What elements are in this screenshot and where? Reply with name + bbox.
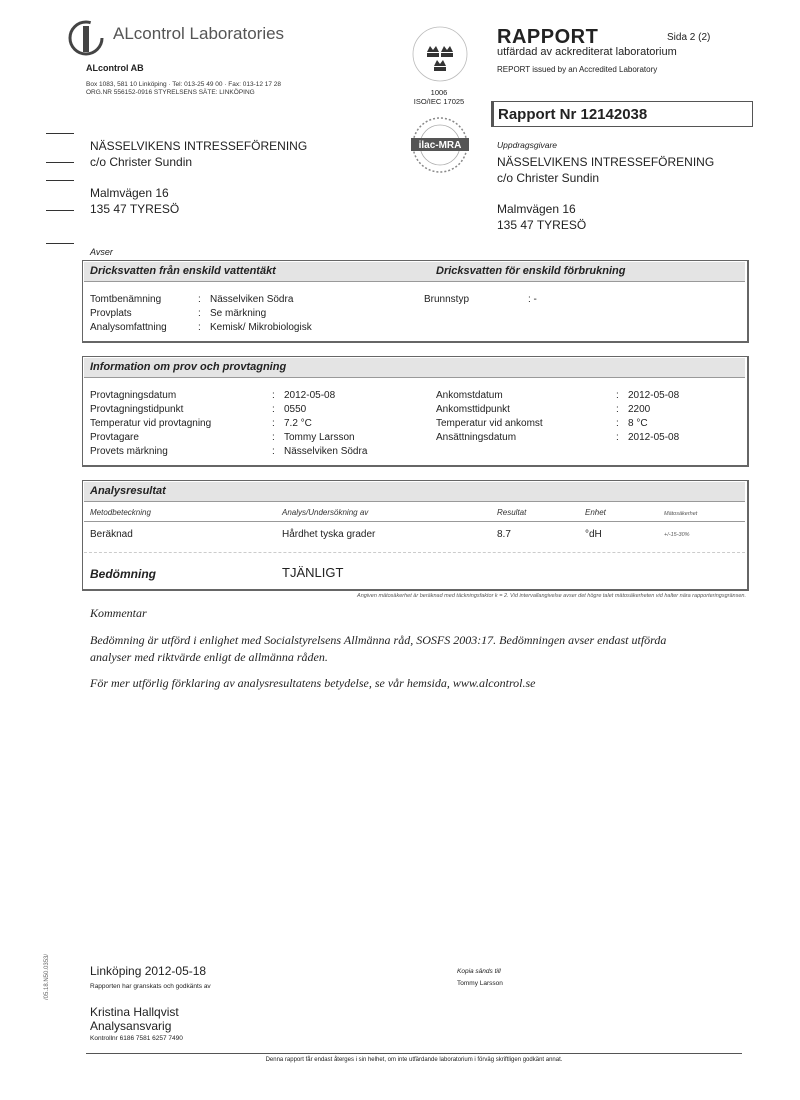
avser-row-label: Analysomfattning	[90, 322, 167, 333]
fold-mark	[46, 243, 74, 244]
col-uncertainty-header: Mätosäkerhet	[664, 511, 698, 517]
fold-mark	[46, 210, 74, 211]
recipient-street: Malmvägen 16	[90, 186, 169, 200]
sample-row-colon: :	[616, 432, 619, 443]
col-analysis-header: Analys/Undersökning av	[282, 508, 369, 517]
sample-row-colon: :	[272, 432, 275, 443]
signer	[90, 1005, 179, 1033]
swedac-seal-icon	[405, 22, 475, 88]
fold-mark	[46, 180, 74, 181]
sample-row-colon: :	[616, 390, 619, 401]
results-divider	[84, 521, 745, 522]
sample-row-label: Ansättningsdatum	[436, 432, 517, 443]
sample-info-heading: Information om prov och provtagning	[90, 361, 287, 373]
sample-row-label: Provtagningsdatum	[90, 390, 177, 401]
sample-row-label: Provtagningstidpunkt	[90, 404, 184, 415]
result-unit: °dH	[585, 529, 602, 540]
company-address	[86, 81, 281, 97]
sample-row-value: Tommy Larsson	[284, 432, 355, 443]
sample-row-value: Nässelviken Södra	[284, 446, 368, 457]
avser-row-value: Nässelviken Södra	[210, 294, 294, 305]
signer-role: Analysansvarig	[90, 1019, 172, 1033]
result-value: 8.7	[497, 529, 511, 540]
avser-row-label: Tomtbenämning	[90, 294, 162, 305]
recipient-co: c/o Christer Sundin	[90, 155, 193, 169]
sample-row-value: 8 °C	[628, 418, 648, 429]
sample-row-label: Ankomstdatum	[436, 390, 503, 401]
sample-row-value: 2012-05-08	[628, 390, 680, 401]
client-street: Malmvägen 16	[497, 202, 576, 216]
result-method: Beräknad	[90, 529, 133, 540]
recipient-postal: 135 47 TYRESÖ	[90, 202, 180, 216]
accreditation-info	[395, 88, 483, 106]
ilac-mra-logo-icon	[405, 114, 475, 176]
place-date: Linköping 2012-05-18	[90, 964, 207, 978]
copy-label: Kopia sänds till	[457, 968, 501, 975]
comment-heading: Kommentar	[90, 606, 147, 620]
comment-paragraph: För mer utförlig förklaring av analysresultatens betydelse, se vår hemsida, www.alcontrol.se	[90, 676, 536, 690]
client-postal: 135 47 TYRESÖ	[497, 218, 587, 232]
page-number: Sida 2 (2)	[667, 32, 711, 43]
uncertainty-footnote: Angiven mätosäkerhet är beräknad med täckningsfaktor k = 2. Vid intervallangivelse avser det högre talet mätosäkerheten vid halter nära rapporteringsgränsen.	[357, 593, 746, 599]
sample-row-value: 2012-05-08	[284, 390, 336, 401]
sample-row-label: Provets märkning	[90, 446, 168, 457]
sample-row-colon: :	[616, 404, 619, 415]
sample-row-colon: :	[272, 418, 275, 429]
copy-recipient: Tommy Larsson	[457, 980, 503, 987]
result-uncertainty: +/-15-30%	[664, 532, 690, 538]
side-code: /05.18.N50.0353/	[44, 953, 50, 1000]
recipient-name: NÄSSELVIKENS INTRESSEFÖRENING	[90, 139, 308, 153]
sample-row-label: Provtagare	[90, 432, 139, 443]
avser-label: Avser	[90, 247, 113, 257]
results-divider	[84, 552, 745, 553]
col-method-header: Metodbeteckning	[90, 508, 151, 517]
reviewed-note: Rapporten har granskats och godkänts av	[90, 983, 211, 990]
sample-row-label: Ankomsttidpunkt	[436, 404, 510, 415]
company-address-line: Box 1083, 581 10 Linköping · Tel: 013-25 49 00 · Fax: 013-12 17 28	[86, 81, 282, 88]
assessment-label: Bedömning	[90, 567, 156, 581]
control-number: Kontrollnr 6186 7581 6257 7490	[90, 1035, 183, 1042]
results-heading: Analysresultat	[90, 485, 166, 497]
sample-row-value: 7.2 °C	[284, 418, 312, 429]
sample-row-label: Temperatur vid provtagning	[90, 418, 212, 429]
avser-heading-right: Dricksvatten för enskild förbrukning	[436, 265, 626, 277]
avser-row-colon: :	[198, 322, 201, 333]
avser-row-value: Kemisk/ Mikrobiologisk	[210, 322, 312, 333]
col-result-header: Resultat	[497, 508, 527, 517]
sample-row-colon: :	[272, 446, 275, 457]
results-header-bar	[84, 482, 745, 502]
accreditation-standard: ISO/IEC 17025	[413, 97, 465, 106]
sample-row-value: 0550	[284, 404, 307, 415]
client-co: c/o Christer Sundin	[497, 171, 600, 185]
report-title: RAPPORT	[497, 26, 599, 48]
signer-name: Kristina Hallqvist	[90, 1005, 179, 1019]
footer-note: Denna rapport får endast återges i sin helhet, om inte utfärdande laboratorium i förväg skriftligen godkänt annat.	[265, 1057, 563, 1063]
report-number: Rapport Nr 12142038	[498, 106, 648, 123]
footer-divider	[86, 1053, 742, 1054]
accreditation-number: 1006	[430, 88, 448, 97]
assessment-value: TJÄNLIGT	[282, 565, 344, 580]
comment-paragraph: Bedömning är utförd i enlighet med Socialstyrelsens Allmänna råd, SOSFS 2003:17. Bedömningen avser endast utförda analyser med riktvärde enligt de allmänna råden.	[90, 633, 667, 664]
sample-row-value: 2200	[628, 404, 651, 415]
col-unit-header: Enhet	[585, 508, 606, 517]
fold-mark	[46, 162, 74, 163]
avser-row-colon: :	[198, 308, 201, 319]
alcontrol-logo-icon	[68, 20, 104, 56]
result-analysis: Hårdhet tyska grader	[282, 529, 376, 540]
issued-by-sv: utfärdad av ackrediterat laboratorium	[497, 46, 677, 58]
client-name: NÄSSELVIKENS INTRESSEFÖRENING	[497, 155, 715, 169]
company-name: ALcontrol AB	[86, 63, 144, 73]
report-number-box	[491, 101, 753, 127]
issued-by-en: REPORT issued by an Accredited Laboratory	[497, 65, 658, 74]
sample-row-colon: :	[272, 404, 275, 415]
avser-row-label: Provplats	[90, 308, 132, 319]
sample-row-colon: :	[272, 390, 275, 401]
brand-name: ALcontrol Laboratories	[113, 24, 285, 43]
fold-mark	[46, 133, 74, 134]
brunnstyp-label: Brunnstyp	[424, 294, 470, 305]
avser-row-value: Se märkning	[210, 308, 267, 319]
sample-row-value: 2012-05-08	[628, 432, 680, 443]
svg-text:ilac-MRA: ilac-MRA	[418, 140, 462, 151]
company-registration: ORG.NR 556152-0916 STYRELSENS SÄTE: LINKÖPING	[86, 89, 255, 96]
brunnstyp-value: : -	[528, 294, 537, 305]
sample-row-colon: :	[616, 418, 619, 429]
client-label: Uppdragsgivare	[497, 140, 558, 150]
avser-row-colon: :	[198, 294, 201, 305]
sample-row-label: Temperatur vid ankomst	[436, 418, 543, 429]
avser-heading-left: Dricksvatten från enskild vattentäkt	[90, 265, 276, 277]
